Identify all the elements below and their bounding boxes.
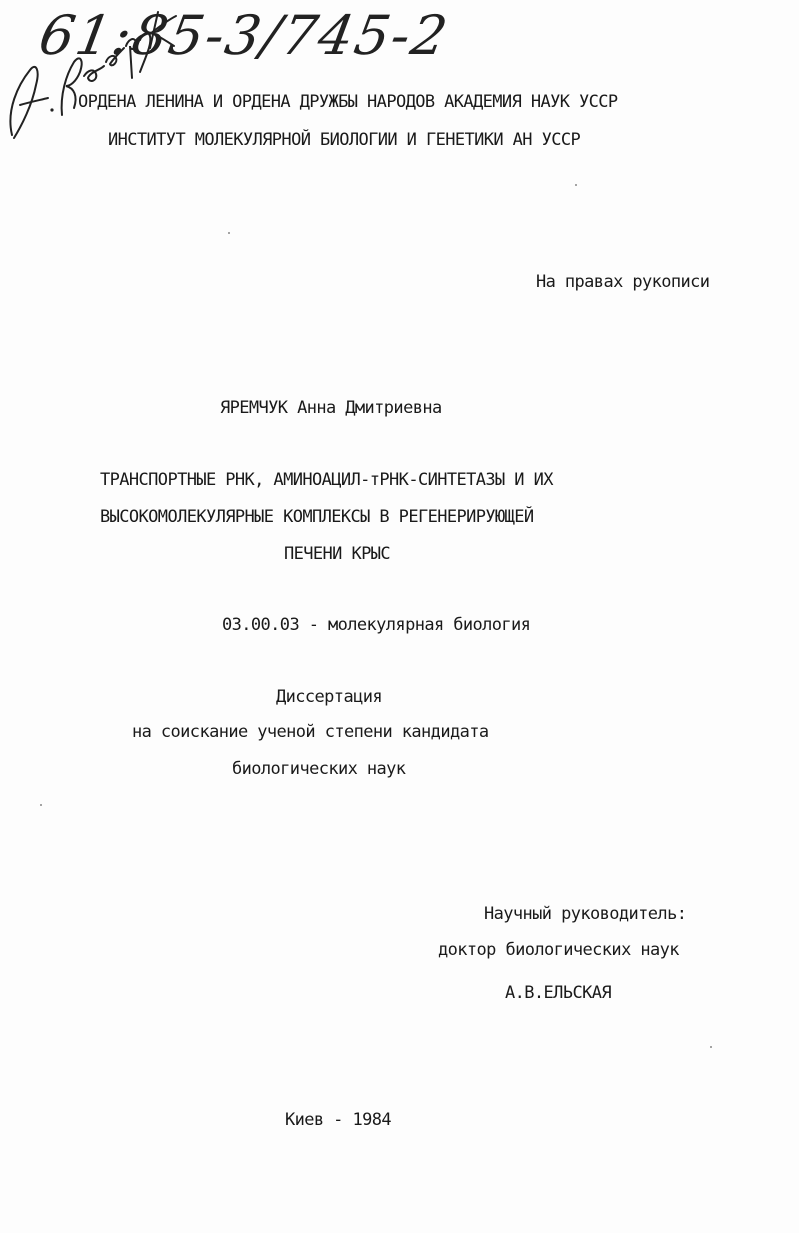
title-line-3: ПЕЧЕНИ КРЫС (284, 544, 390, 564)
title-line-2: ВЫСОКОМОЛЕКУЛЯРНЫЕ КОМПЛЕКСЫ В РЕГЕНЕРИРУЮЩЕЙ (100, 507, 534, 527)
paper-speck (575, 184, 577, 186)
paper-speck (710, 1046, 712, 1048)
degree-line-3: биологических наук (232, 759, 406, 779)
paper-speck (40, 804, 42, 806)
degree-line-1: Диссертация (276, 687, 382, 707)
supervisor-degree: доктор биологических наук (438, 940, 679, 960)
header-line-1: ОРДЕНА ЛЕНИНА И ОРДЕНА ДРУЖБЫ НАРОДОВ АКАДЕМИЯ НАУК УССР (78, 92, 618, 112)
degree-line-2: на соискание ученой степени кандидата (132, 722, 489, 742)
paper-speck (228, 232, 230, 234)
supervisor-name: А.В.ЕЛЬСКАЯ (505, 983, 611, 1003)
header-line-2: ИНСТИТУТ МОЛЕКУЛЯРНОЙ БИОЛОГИИ И ГЕНЕТИКИ АН УССР (108, 130, 581, 150)
manuscript-note: На правах рукописи (536, 272, 710, 292)
author-name: ЯРЕМЧУК Анна Дмитриевна (220, 398, 442, 418)
place-and-year: Киев - 1984 (285, 1110, 391, 1130)
specialty-code: 03.00.03 - молекулярная биология (222, 615, 531, 635)
title-line-1: ТРАНСПОРТНЫЕ РНК, АМИНОАЦИЛ-тРНК-СИНТЕТАЗЫ И ИХ (100, 470, 553, 490)
handwritten-archive-code: 61:85-3/745-2 (34, 4, 454, 67)
supervisor-label: Научный руководитель: (484, 904, 687, 924)
